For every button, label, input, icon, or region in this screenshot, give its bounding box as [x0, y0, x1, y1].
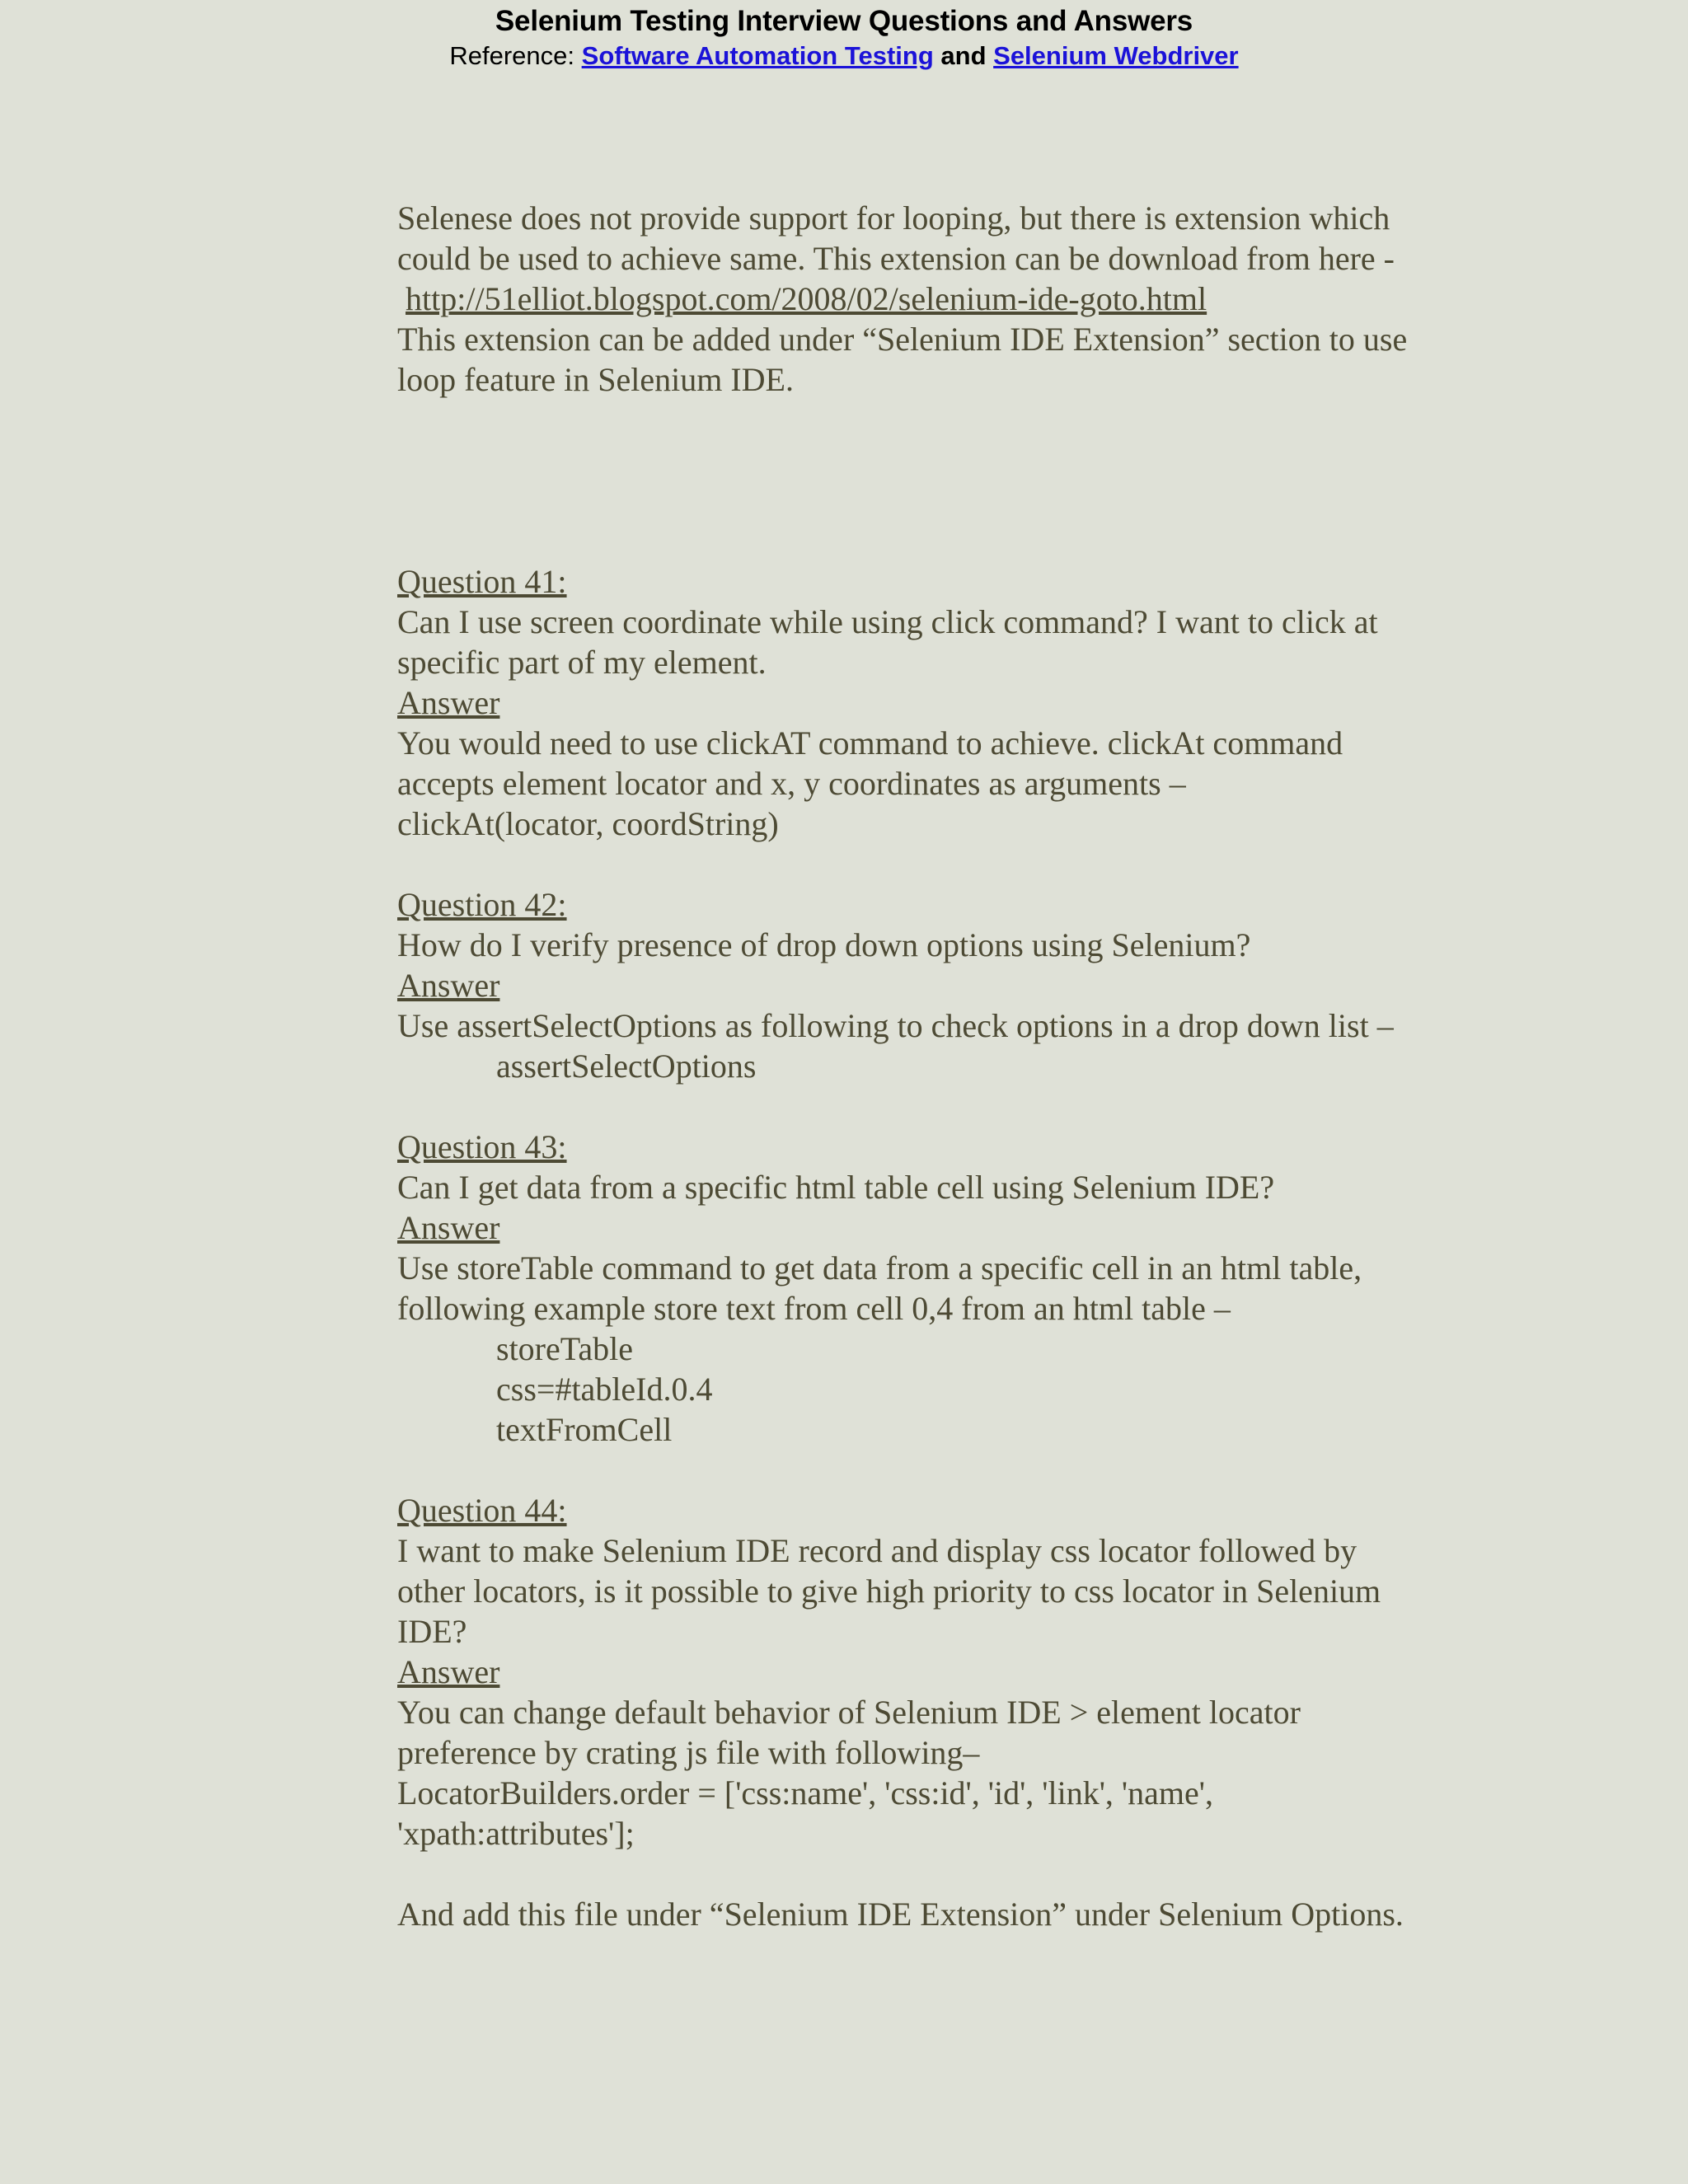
question-text: specific part of my element.	[397, 644, 767, 681]
intro-line: Selenese does not provide support for looping, but there is extension which	[397, 199, 1390, 237]
closing-text: And add this file under “Selenium IDE Extension” under Selenium Options.	[397, 1896, 1404, 1933]
code-line: storeTable	[496, 1330, 634, 1367]
answer-label: Answer	[397, 967, 500, 1004]
question-41	[397, 561, 1502, 844]
question-43	[397, 1127, 1502, 1450]
question-heading: Question 42:	[397, 886, 567, 923]
answer-text: You would need to use clickAT command to achieve. clickAt command	[397, 724, 1343, 762]
answer-text: clickAt(locator, coordString)	[397, 805, 779, 842]
question-42	[397, 884, 1502, 1086]
document-title: Selenium Testing Interview Questions and Answers	[495, 5, 1193, 37]
answer-text: LocatorBuilders.order = ['css:name', 'css:id', 'id', 'link', 'name',	[397, 1774, 1213, 1811]
question-text: I want to make Selenium IDE record and display css locator followed by	[397, 1532, 1357, 1569]
answer-text: Use storeTable command to get data from a specific cell in an html table,	[397, 1249, 1362, 1286]
answer-text: accepts element locator and x, y coordinates as arguments –	[397, 765, 1186, 802]
code-line: textFromCell	[496, 1411, 673, 1448]
question-text: IDE?	[397, 1613, 467, 1650]
answer-label: Answer	[397, 1209, 500, 1246]
selenium-webdriver-link[interactable]: Selenium Webdriver	[993, 41, 1239, 70]
answer-text: following example store text from cell 0,4 from an html table –	[397, 1290, 1231, 1327]
code-line: assertSelectOptions	[496, 1047, 757, 1085]
answer-label: Answer	[397, 684, 500, 721]
question-heading: Question 41:	[397, 563, 567, 600]
intro-section	[397, 198, 1502, 400]
answer-text: Use assertSelectOptions as following to check options in a drop down list –	[397, 1007, 1394, 1044]
question-text: How do I verify presence of drop down options using Selenium?	[397, 926, 1251, 963]
reference-label: Reference:	[449, 41, 575, 70]
question-heading: Question 44:	[397, 1492, 567, 1529]
code-line: css=#tableId.0.4	[496, 1371, 713, 1408]
answer-label: Answer	[397, 1653, 500, 1690]
page-header	[0, 0, 1688, 73]
question-44	[397, 1490, 1502, 1934]
answer-text: preference by crating js file with following–	[397, 1734, 980, 1771]
intro-line: could be used to achieve same. This extension can be download from here -	[397, 240, 1395, 277]
question-text: Can I use screen coordinate while using click command? I want to click at	[397, 603, 1378, 640]
question-text: other locators, is it possible to give high priority to css locator in Selenium	[397, 1572, 1381, 1610]
answer-text: 'xpath:attributes'];	[397, 1815, 635, 1852]
reference-line	[0, 40, 1688, 73]
question-heading: Question 43:	[397, 1128, 567, 1165]
selenium-ide-goto-link[interactable]: http://51elliot.blogspot.com/2008/02/selenium-ide-goto.html	[406, 280, 1207, 317]
intro-line: This extension can be added under “Selenium IDE Extension” section to use	[397, 321, 1408, 358]
intro-line: loop feature in Selenium IDE.	[397, 361, 794, 398]
answer-text: You can change default behavior of Selenium IDE > element locator	[397, 1694, 1301, 1731]
question-text: Can I get data from a specific html table cell using Selenium IDE?	[397, 1169, 1275, 1206]
software-automation-testing-link[interactable]: Software Automation Testing	[581, 41, 934, 70]
document-body	[397, 198, 1502, 1934]
reference-and: and	[940, 41, 987, 70]
